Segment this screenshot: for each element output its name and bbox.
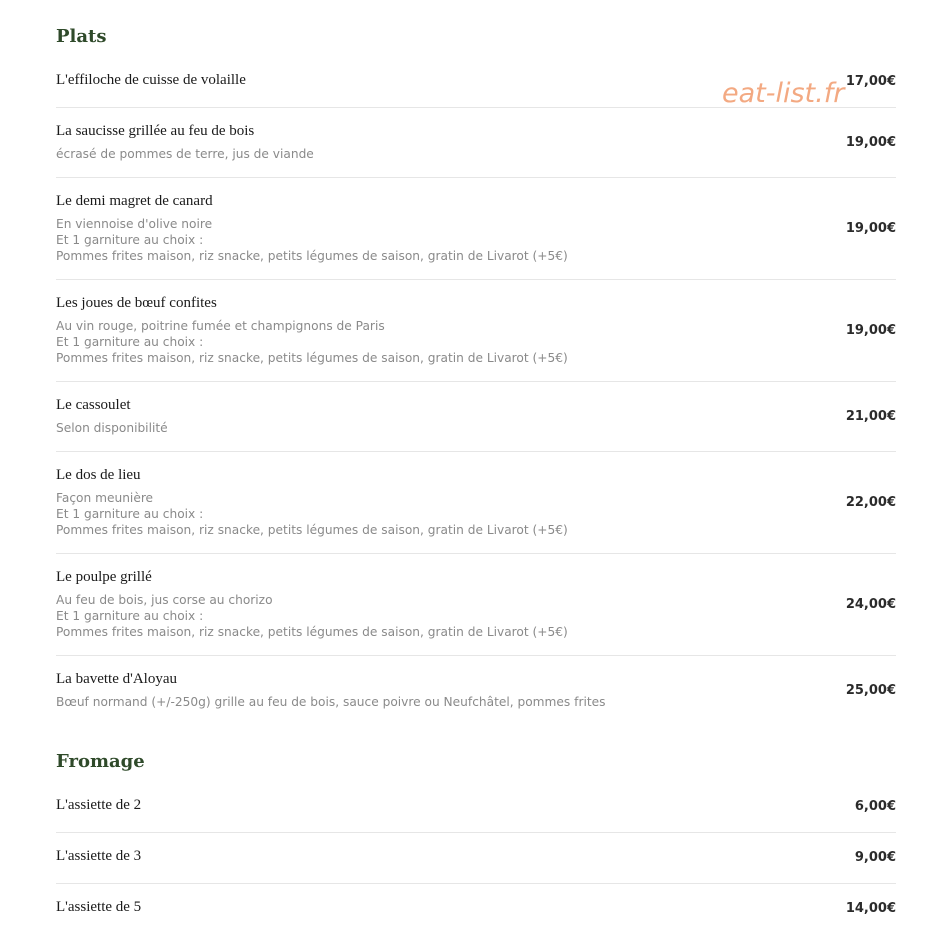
item-price: 19,00€ bbox=[845, 135, 896, 150]
section-title-fromage: Fromage bbox=[56, 751, 145, 772]
watermark: eat-list.fr bbox=[722, 78, 845, 109]
description-line: Bœuf normand (+/-250g) grille au feu de bois, sauce poivre ou Neufchâtel, pommes frites bbox=[56, 695, 606, 709]
item-price: 24,00€ bbox=[845, 597, 896, 612]
description-line: Et 1 garniture au choix : bbox=[56, 335, 204, 349]
description-line: Pommes frites maison, riz snacke, petits légumes de saison, gratin de Livarot (+5€) bbox=[56, 625, 568, 639]
section-title-plats: Plats bbox=[56, 26, 107, 47]
description-line: Façon meunière bbox=[56, 491, 154, 505]
item-name: Les joues de bœuf confites bbox=[56, 295, 217, 311]
item-description bbox=[56, 420, 168, 436]
item-name: Le cassoulet bbox=[56, 397, 131, 413]
menu-item bbox=[56, 452, 896, 554]
item-name: L'effiloche de cuisse de volaille bbox=[56, 72, 246, 88]
menu-item bbox=[56, 108, 896, 178]
menu-item bbox=[56, 382, 896, 452]
item-name: Le dos de lieu bbox=[56, 467, 141, 483]
item-price: 9,00€ bbox=[854, 850, 896, 865]
description-line: Pommes frites maison, riz snacke, petits légumes de saison, gratin de Livarot (+5€) bbox=[56, 351, 568, 365]
item-name: La bavette d'Aloyau bbox=[56, 671, 177, 687]
item-name: La saucisse grillée au feu de bois bbox=[56, 123, 255, 139]
item-price: 21,00€ bbox=[845, 409, 896, 424]
description-line: Et 1 garniture au choix : bbox=[56, 507, 204, 521]
menu-item bbox=[56, 833, 896, 884]
description-line: Pommes frites maison, riz snacke, petits légumes de saison, gratin de Livarot (+5€) bbox=[56, 249, 568, 263]
description-line: écrasé de pommes de terre, jus de viande bbox=[56, 147, 314, 161]
item-name: Le poulpe grillé bbox=[56, 569, 152, 585]
item-description bbox=[56, 592, 568, 640]
menu-item bbox=[56, 656, 896, 726]
menu-item bbox=[56, 178, 896, 280]
item-name: L'assiette de 3 bbox=[56, 848, 142, 864]
item-price: 25,00€ bbox=[845, 683, 896, 698]
item-description bbox=[56, 216, 568, 264]
item-price: 22,00€ bbox=[845, 495, 896, 510]
menu-item bbox=[56, 280, 896, 382]
item-description bbox=[56, 490, 568, 538]
menu-item bbox=[56, 884, 896, 935]
item-description bbox=[56, 318, 568, 366]
item-name: Le demi magret de canard bbox=[56, 193, 213, 209]
item-description bbox=[56, 694, 605, 710]
item-description bbox=[56, 146, 314, 162]
item-price: 6,00€ bbox=[854, 799, 896, 814]
description-line: Selon disponibilité bbox=[56, 421, 168, 435]
description-line: En viennoise d'olive noire bbox=[56, 217, 213, 231]
description-line: Au feu de bois, jus corse au chorizo bbox=[56, 593, 273, 607]
item-price: 14,00€ bbox=[845, 901, 896, 916]
item-name: L'assiette de 2 bbox=[56, 797, 142, 813]
description-line: Au vin rouge, poitrine fumée et champignons de Paris bbox=[56, 319, 385, 333]
item-price: 19,00€ bbox=[845, 221, 896, 236]
item-price: 19,00€ bbox=[845, 323, 896, 338]
item-name: L'assiette de 5 bbox=[56, 899, 142, 915]
item-price: 17,00€ bbox=[845, 74, 896, 89]
description-line: Et 1 garniture au choix : bbox=[56, 609, 204, 623]
description-line: Pommes frites maison, riz snacke, petits légumes de saison, gratin de Livarot (+5€) bbox=[56, 523, 568, 537]
menu-item bbox=[56, 786, 896, 833]
menu-item bbox=[56, 554, 896, 656]
description-line: Et 1 garniture au choix : bbox=[56, 233, 204, 247]
